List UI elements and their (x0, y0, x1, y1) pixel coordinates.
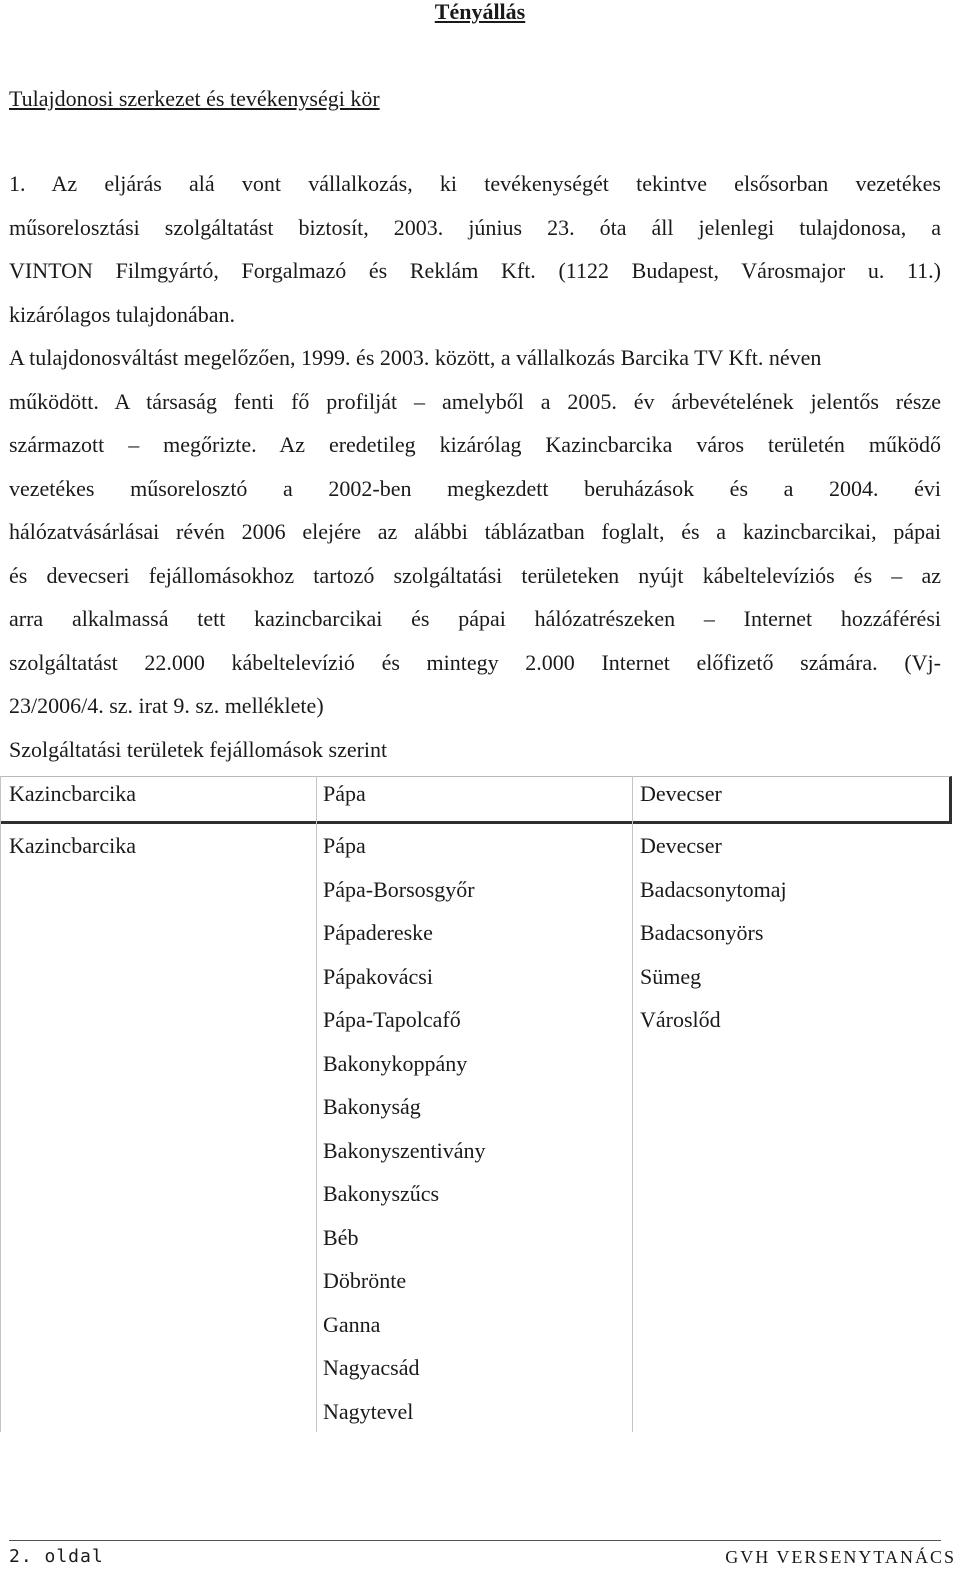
table-cell-location: Bakonyszűcs (323, 1181, 440, 1206)
text-line: kizárólagos tulajdonában. (9, 301, 236, 327)
table-cell-location: Kazincbarcika (9, 833, 137, 858)
table-column-papa (323, 824, 486, 1433)
table-header-row (0, 776, 952, 824)
page-title: Tényállás (434, 0, 526, 24)
table-cell-location: Pápakovácsi (323, 963, 433, 989)
text-line: arra alkalmassá tett kazincbarcikai és pápai hálózatrészeken – Internet hozzáférési (9, 606, 941, 631)
text-line: műsorelosztási szolgáltatást biztosít, 2003. június 23. óta áll jelenlegi tulajdonosa, a (9, 214, 941, 240)
table-cell-location: Pápadereske (323, 920, 433, 945)
table-header-devecser: Devecser (640, 781, 722, 806)
paragraph-2 (9, 336, 941, 728)
table-cell-location: Ganna (323, 1311, 381, 1337)
text-line: vezetékes műsorelosztó a 2002-ben megkezdett beruházások és a 2004. évi (9, 475, 941, 501)
table-cell-location: Badacsonyörs (640, 920, 764, 945)
table-cell-location: Pápa-Tapolcafő (323, 1007, 461, 1032)
text-line: A tulajdonosváltást megelőzően, 1999. és 2003. között, a vállalkozás Barcika TV Kft. néven (9, 345, 822, 370)
text-line: működött. A társaság fenti fő profilját – amelyből a 2005. év árbevételének jelentős része (9, 388, 941, 414)
text-line: szolgáltatást 22.000 kábeltelevízió és mintegy 2.000 Internet előfizető számára. (Vj- (9, 649, 941, 675)
table-divider-1 (316, 776, 317, 1432)
table-divider-2 (632, 776, 633, 1432)
footer-organization: GVH VERSENYTANÁCS (725, 1547, 956, 1567)
paragraph-1 (9, 162, 941, 336)
table-cell-location: Döbrönte (323, 1268, 407, 1293)
table-column-kazincbarcika (9, 824, 136, 868)
table-cell-location: Béb (323, 1224, 359, 1250)
service-area-table (0, 776, 950, 1432)
text-line: hálózatvásárlásai révén 2006 elejére az alábbi táblázatban foglalt, és a kazincbarcikai, pápai (9, 519, 941, 544)
table-cell-location: Bakonykoppány (323, 1050, 468, 1076)
table-border-left (0, 776, 1, 1432)
table-cell-location: Sümeg (640, 963, 702, 989)
table-caption: Szolgáltatási területek fejállomások szerint (9, 737, 388, 762)
footer-divider (9, 1540, 941, 1541)
table-cell-location: Bakonyság (323, 1094, 421, 1119)
footer-page-number: 2. oldal (9, 1546, 104, 1567)
table-cell-location: Pápa-Borsosgyőr (323, 876, 475, 902)
table-cell-location: Bakonyszentivány (323, 1137, 486, 1163)
text-line: 1. Az eljárás alá vont vállalkozás, ki tevékenységét tekintve elsősorban vezetékes (9, 171, 941, 196)
text-line: 23/2006/4. sz. irat 9. sz. melléklete) (9, 693, 324, 718)
table-cell-location: Badacsonytomaj (640, 876, 787, 902)
table-header-kazincbarcika: Kazincbarcika (9, 781, 137, 806)
section-heading: Tulajdonosi szerkezet és tevékenységi kör (9, 86, 380, 111)
table-cell-location: Devecser (640, 833, 722, 858)
text-line: és devecseri fejállomásokhoz tartozó szolgáltatási területeken nyújt kábeltelevíziós és – az (9, 562, 941, 588)
table-column-devecser (640, 824, 787, 1042)
text-line: származott – megőrizte. Az eredetileg kizárólag Kazincbarcika város területén működő (9, 432, 941, 457)
text-line: VINTON Filmgyártó, Forgalmazó és Reklám Kft. (1122 Budapest, Városmajor u. 11.) (9, 258, 941, 283)
table-cell-location: Nagyacsád (323, 1355, 420, 1380)
table-cell-location: Városlőd (640, 1007, 721, 1032)
table-header-papa: Pápa (323, 781, 366, 806)
table-cell-location: Pápa (323, 833, 366, 858)
table-cell-location: Nagytevel (323, 1398, 414, 1424)
